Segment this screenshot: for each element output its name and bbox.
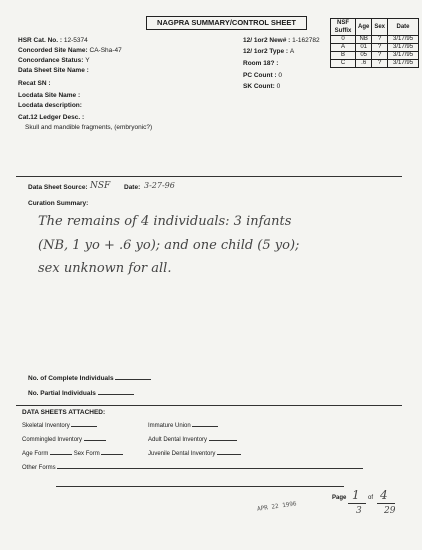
table-cell: B	[331, 52, 356, 60]
concordance-status-value: Y	[85, 57, 90, 64]
age-form-blank[interactable]	[50, 454, 72, 455]
table-cell: .6	[356, 60, 372, 68]
sex-form-blank[interactable]	[101, 454, 123, 455]
table-row	[331, 52, 419, 60]
locdata-description	[18, 102, 82, 109]
locdata-site-name	[18, 92, 80, 99]
table-cell: 3/17/95	[388, 36, 419, 44]
page-number: 1	[352, 488, 360, 502]
curation-line-2: (NB, 1 yo + .6 yo); and one child (5 yo);	[38, 238, 300, 253]
other-forms-extra-line	[56, 486, 344, 487]
adult-dental-inventory-label: Adult Dental Inventory	[148, 437, 208, 443]
complete-individuals-blank[interactable]	[115, 379, 151, 380]
hsr-cat-no-label: HSR Cat. No. :	[18, 37, 63, 44]
adult-dental-inventory	[148, 437, 237, 443]
table-cell: 3/17/95	[388, 44, 419, 52]
commingled-inventory	[22, 437, 106, 443]
concorded-site-name-label: Concorded Site Name:	[18, 47, 88, 54]
juvenile-dental-inventory-label: Juvenile Dental Inventory	[148, 451, 216, 457]
locdata-site-name-label: Locdata Site Name :	[18, 92, 81, 99]
curation-line-1: The remains of 4 individuals: 3 infants	[38, 214, 292, 229]
data-sheet-site-name-label: Data Sheet Site Name :	[18, 67, 89, 74]
complete-individuals-label: No. of Complete Individuals	[28, 375, 114, 382]
new-number-value: 1-162782	[292, 37, 320, 44]
received-stamp: APR 22 1996	[256, 500, 298, 513]
skeletal-inventory-blank[interactable]	[71, 426, 97, 427]
commingled-inventory-blank[interactable]	[84, 440, 106, 441]
curation-line-3: sex unknown for all.	[38, 261, 172, 276]
ledger-value: Skull and mandible fragments, (embryonic?)	[25, 124, 153, 131]
concordance-status	[18, 57, 90, 64]
table-cell: A	[331, 44, 356, 52]
other-forms	[22, 465, 363, 471]
date-value: 3-27-96	[144, 181, 175, 190]
page-label: Page	[332, 495, 347, 501]
recat-sn	[18, 80, 51, 87]
type-field-label: 12/ 1or2 Type :	[243, 48, 289, 55]
nsf-suffix-header: NSF Suffix	[331, 19, 356, 36]
partial-individuals-blank[interactable]	[98, 394, 134, 395]
date-header: Date	[388, 19, 419, 36]
pc-count-label: PC Count :	[243, 72, 277, 79]
juvenile-dental-inventory	[148, 451, 241, 457]
table-cell: NB	[356, 36, 372, 44]
concorded-site-name-value: CA-Sha-47	[89, 47, 122, 54]
skeletal-inventory	[22, 423, 97, 429]
data-sheet-site-name	[18, 67, 89, 74]
adult-dental-inventory-blank[interactable]	[209, 440, 237, 441]
table-cell: C	[331, 60, 356, 68]
concordance-status-label: Concordance Status:	[18, 57, 84, 64]
partial-individuals	[28, 390, 134, 397]
sub-page-total: 29	[384, 506, 396, 516]
attached-title: DATA SHEETS ATTACHED:	[22, 409, 106, 416]
age-form-label: Age Form	[22, 451, 49, 457]
ledger-label: Cat.12 Ledger Desc. :	[18, 114, 85, 121]
age-sex-forms	[22, 451, 123, 457]
table-cell: 01	[356, 44, 372, 52]
hsr-cat-no-value: 12-5374	[63, 37, 88, 44]
table-row	[331, 60, 419, 68]
table-cell: 0	[331, 36, 356, 44]
sk-count	[243, 83, 280, 90]
immature-union	[148, 423, 218, 429]
page-number-line	[348, 503, 366, 504]
sex-header: Sex	[372, 19, 388, 36]
curation-summary-label: Curation Summary:	[28, 200, 89, 207]
room-18-label: Room 18? :	[243, 60, 279, 67]
table-cell: 3/17/95	[388, 52, 419, 60]
table-cell: 3/17/95	[388, 60, 419, 68]
data-sheet-source-value: NSF	[90, 181, 111, 191]
room-18	[243, 60, 278, 67]
new-number	[243, 37, 320, 44]
table-cell: ?	[372, 44, 388, 52]
page-total-line	[377, 503, 395, 504]
sk-count-label: SK Count:	[243, 83, 275, 90]
of-label: of	[368, 495, 374, 501]
sk-count-value: 0	[276, 83, 281, 90]
other-forms-label: Other Forms	[22, 465, 56, 471]
new-number-label: 12/ 1or2 New# :	[243, 37, 291, 44]
page-total: 4	[380, 488, 388, 502]
skeletal-inventory-label: Skeletal Inventory	[22, 423, 70, 429]
pc-count	[243, 72, 282, 79]
nsf-table-header	[331, 19, 419, 36]
table-row	[331, 44, 419, 52]
sex-form-label: Sex Form	[73, 451, 100, 457]
recat-sn-label: Recat SN :	[18, 80, 51, 87]
age-header: Age	[356, 19, 372, 36]
table-cell: 05	[356, 52, 372, 60]
table-cell: ?	[372, 36, 388, 44]
concorded-site-name	[18, 47, 122, 54]
commingled-inventory-label: Commingled Inventory	[22, 437, 83, 443]
sub-page-number: 3	[356, 506, 362, 516]
pc-count-value: 0	[278, 72, 283, 79]
locdata-description-label: Locdata description:	[18, 102, 82, 109]
hsr-cat-no	[18, 37, 88, 44]
immature-union-blank[interactable]	[192, 426, 218, 427]
immature-union-label: Immature Union	[148, 423, 191, 429]
other-forms-blank[interactable]	[57, 468, 363, 469]
data-sheet-source-label: Data Sheet Source:	[28, 184, 88, 191]
sheet-title: NAGPRA SUMMARY/CONTROL SHEET	[146, 16, 307, 30]
type-field-value: A	[289, 48, 295, 55]
nsf-table	[330, 18, 419, 68]
juvenile-dental-inventory-blank[interactable]	[217, 454, 241, 455]
type-field	[243, 48, 294, 55]
divider	[16, 176, 402, 177]
date-label: Date:	[124, 184, 141, 191]
table-row	[331, 36, 419, 44]
partial-individuals-label: No. Partial Individuals	[28, 390, 96, 397]
table-cell: ?	[372, 52, 388, 60]
complete-individuals	[28, 375, 151, 382]
table-cell: ?	[372, 60, 388, 68]
